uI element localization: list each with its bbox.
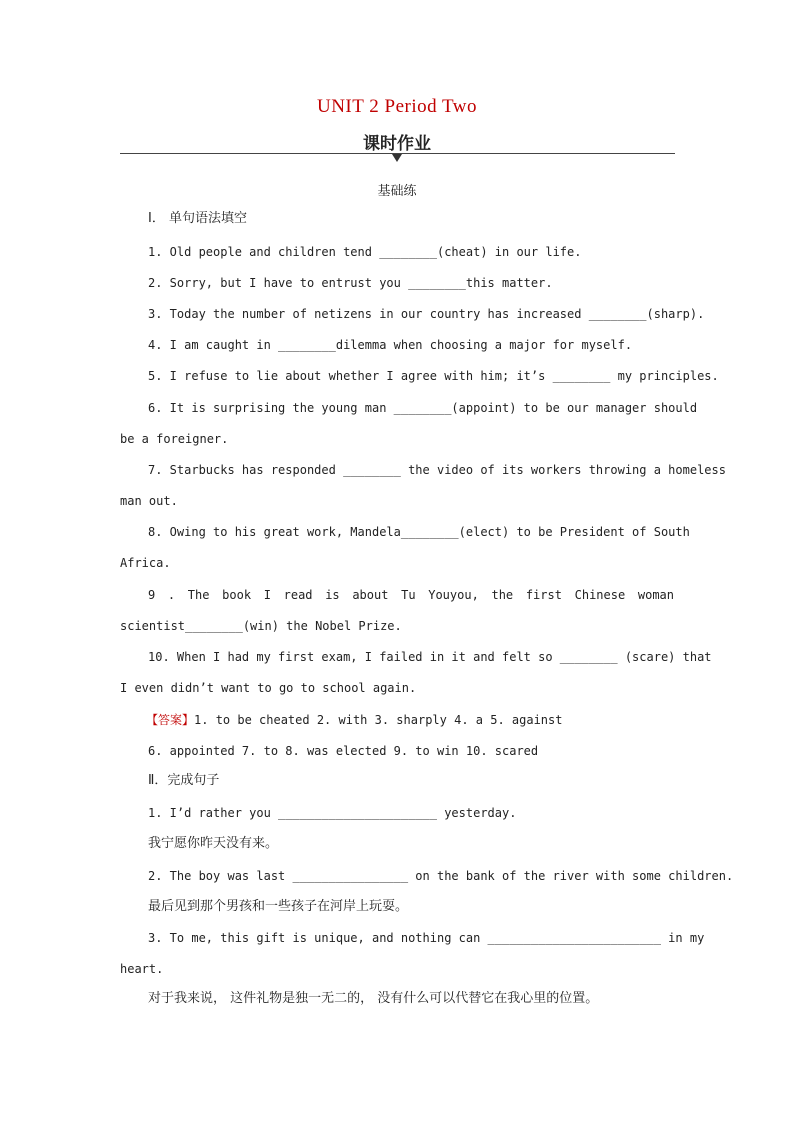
question-2: 2. Sorry, but I have to entrust you ________this matter.	[148, 276, 553, 290]
sentence-3-line-2: heart.	[120, 962, 164, 976]
sentence-3-line-1: 3. To me, this gift is unique, and nothing can ________________________ in my	[148, 931, 705, 945]
homework-subtitle: 课时作业	[363, 134, 431, 154]
question-8-line-2: Africa.	[120, 556, 171, 570]
question-6-line-1: 6. It is surprising the young man ________(appoint) to be our manager should	[148, 401, 698, 415]
question-3: 3. Today the number of netizens in our country has increased ________(sharp).	[148, 307, 705, 321]
question-8-line-1: 8. Owing to his great work, Mandela________(elect) to be President of South	[148, 525, 690, 539]
question-6-line-2: be a foreigner.	[120, 432, 229, 446]
question-10-line-1: 10. When I had my first exam, I failed in it and felt so ________ (scare) that	[148, 650, 712, 664]
sentence-2: 2. The boy was last ________________ on the bank of the river with some children.	[148, 869, 734, 883]
question-7-line-2: man out.	[120, 494, 178, 508]
triangle-marker-icon	[392, 154, 402, 162]
part1-heading: Ⅰ． 单句语法填空	[148, 211, 247, 226]
question-5: 5. I refuse to lie about whether I agree with him; it’s ________ my principles.	[148, 369, 719, 383]
sentence-3-chinese: 对于我来说， 这件礼物是独一无二的， 没有什么可以代替它在我心里的位置。	[148, 991, 599, 1006]
question-4: 4. I am caught in ________dilemma when choosing a major for myself.	[148, 338, 633, 352]
question-9-line-2: scientist________(win) the Nobel Prize.	[120, 619, 402, 633]
sentence-1-chinese: 我宁愿你昨天没有来。	[148, 836, 279, 851]
sentence-2-chinese: 最后见到那个男孩和一些孩子在河岸上玩耍。	[148, 899, 409, 914]
sentence-1: 1. I’d rather you ______________________ yesterday.	[148, 806, 517, 820]
answer-line-2: 6. appointed 7. to 8. was elected 9. to win 10. scared	[148, 744, 539, 758]
answer-tag: 【答案】	[146, 713, 195, 727]
question-10-line-2: I even didn’t want to go to school again.	[120, 681, 417, 695]
answer-line-1	[146, 712, 562, 728]
question-9-line-1: 9 . The book I read is about Tu Youyou, the first Chinese woman	[148, 588, 674, 602]
question-7-line-1: 7. Starbucks has responded ________ the video of its workers throwing a homeless	[148, 463, 726, 477]
answer-list-1: 1. to be cheated 2. with 3. sharply 4. a 5. against	[194, 713, 563, 727]
part2-heading: Ⅱ．完成句子	[148, 773, 220, 788]
unit-title: UNIT 2 Period Two	[316, 96, 478, 117]
question-1: 1. Old people and children tend ________(cheat) in our life.	[148, 245, 582, 259]
section-title: 基础练	[377, 184, 417, 199]
